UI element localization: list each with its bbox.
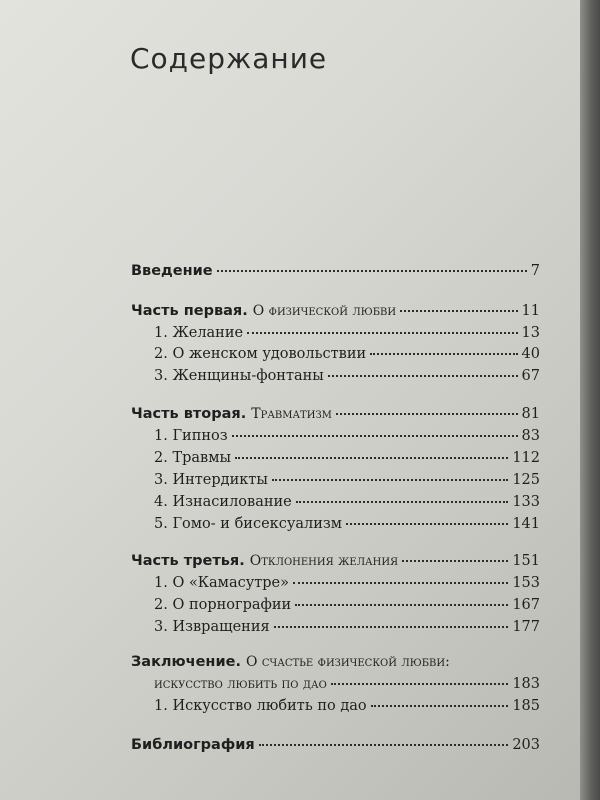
toc-entry-label: 2. Травмы	[154, 450, 232, 466]
toc-entry-label: 3. Извращения	[154, 619, 270, 635]
toc-subentry	[154, 428, 540, 444]
book-page-edge	[580, 0, 600, 800]
dot-leader	[274, 626, 509, 628]
dot-leader	[217, 270, 527, 272]
dot-leader	[272, 479, 508, 481]
part-title: О счастье физической любви:	[245, 654, 450, 670]
dot-leader	[232, 435, 518, 437]
toc-entry-label: 4. Изнасилование	[154, 494, 292, 510]
toc-entry-conclusion	[131, 654, 540, 670]
toc-entry-label: Введение	[131, 263, 213, 279]
toc-page-number: 185	[512, 698, 540, 714]
part-label: Часть третья.	[131, 553, 245, 569]
part-title: Травматизм	[251, 406, 332, 422]
toc-page-number: 83	[521, 428, 540, 444]
dot-leader	[259, 744, 509, 746]
toc-page-number: 141	[512, 516, 540, 532]
toc-entry-label: 1. Искусство любить по дао	[154, 698, 367, 714]
dot-leader	[331, 683, 509, 685]
part-label: Часть первая.	[131, 303, 248, 319]
toc-page-number: 67	[521, 368, 540, 384]
toc-subentry	[154, 494, 540, 510]
toc-subentry	[154, 597, 540, 613]
toc-page-number: 151	[512, 553, 540, 569]
toc-page-number: 7	[530, 263, 540, 279]
dot-leader	[402, 560, 508, 562]
toc-subentry	[154, 450, 540, 466]
part-label: Заключение.	[131, 654, 241, 670]
toc-entry-part3	[131, 553, 540, 569]
toc-page-number: 133	[512, 494, 540, 510]
part-label: Часть вторая.	[131, 406, 247, 422]
dot-leader	[336, 413, 518, 415]
part-title-continued: искусство любить по дао	[154, 676, 327, 692]
toc-entry-label: 2. О женском удовольствии	[154, 346, 367, 362]
part-title: О физической любви	[252, 303, 397, 319]
dot-leader	[295, 604, 508, 606]
toc-page-number: 11	[521, 303, 540, 319]
toc-subentry	[154, 325, 540, 341]
toc-page-number: 153	[512, 575, 540, 591]
page-title: Содержание	[130, 42, 328, 75]
dot-leader	[296, 501, 509, 503]
toc-entry-conclusion-cont	[154, 676, 540, 692]
dot-leader	[400, 310, 517, 312]
toc-page-number: 203	[512, 737, 540, 753]
toc-page-number: 112	[512, 450, 540, 466]
toc-entry-label: 2. О порнографии	[154, 597, 292, 613]
part-title: Отклонения желания	[249, 553, 399, 569]
toc-subentry	[154, 516, 540, 532]
toc-subentry	[154, 619, 540, 635]
dot-leader	[370, 353, 517, 355]
toc-entry-label: 1. Гипноз	[154, 428, 228, 444]
dot-leader	[346, 523, 508, 525]
toc-subentry	[154, 346, 540, 362]
toc-entry-label: 1. О «Камасутре»	[154, 575, 290, 591]
toc-entry-bibliography	[131, 737, 540, 753]
toc-entry-label: 5. Гомо- и бисексуализм	[154, 516, 343, 532]
toc-entry-label: 1. Желание	[154, 325, 244, 341]
toc-page-number: 125	[512, 472, 540, 488]
toc-entry-label: Библиография	[131, 737, 255, 753]
toc-entry-label: 3. Интердикты	[154, 472, 268, 488]
dot-leader	[235, 457, 508, 459]
toc-entry-part2	[131, 406, 540, 422]
toc-subentry	[154, 698, 540, 714]
toc-entry-label: 3. Женщины-фонтаны	[154, 368, 324, 384]
toc-page-number: 81	[521, 406, 540, 422]
toc-page-number: 40	[521, 346, 540, 362]
toc-page-number: 13	[521, 325, 540, 341]
toc-page-number: 183	[512, 676, 540, 692]
toc-entry-intro	[131, 263, 540, 279]
toc-entry-part1	[131, 303, 540, 319]
toc-subentry	[154, 472, 540, 488]
toc-page-number: 177	[512, 619, 540, 635]
toc-subentry	[154, 575, 540, 591]
dot-leader	[371, 705, 509, 707]
dot-leader	[247, 332, 517, 334]
dot-leader	[293, 582, 508, 584]
toc-subentry	[154, 368, 540, 384]
toc-page-number: 167	[512, 597, 540, 613]
dot-leader	[328, 375, 518, 377]
